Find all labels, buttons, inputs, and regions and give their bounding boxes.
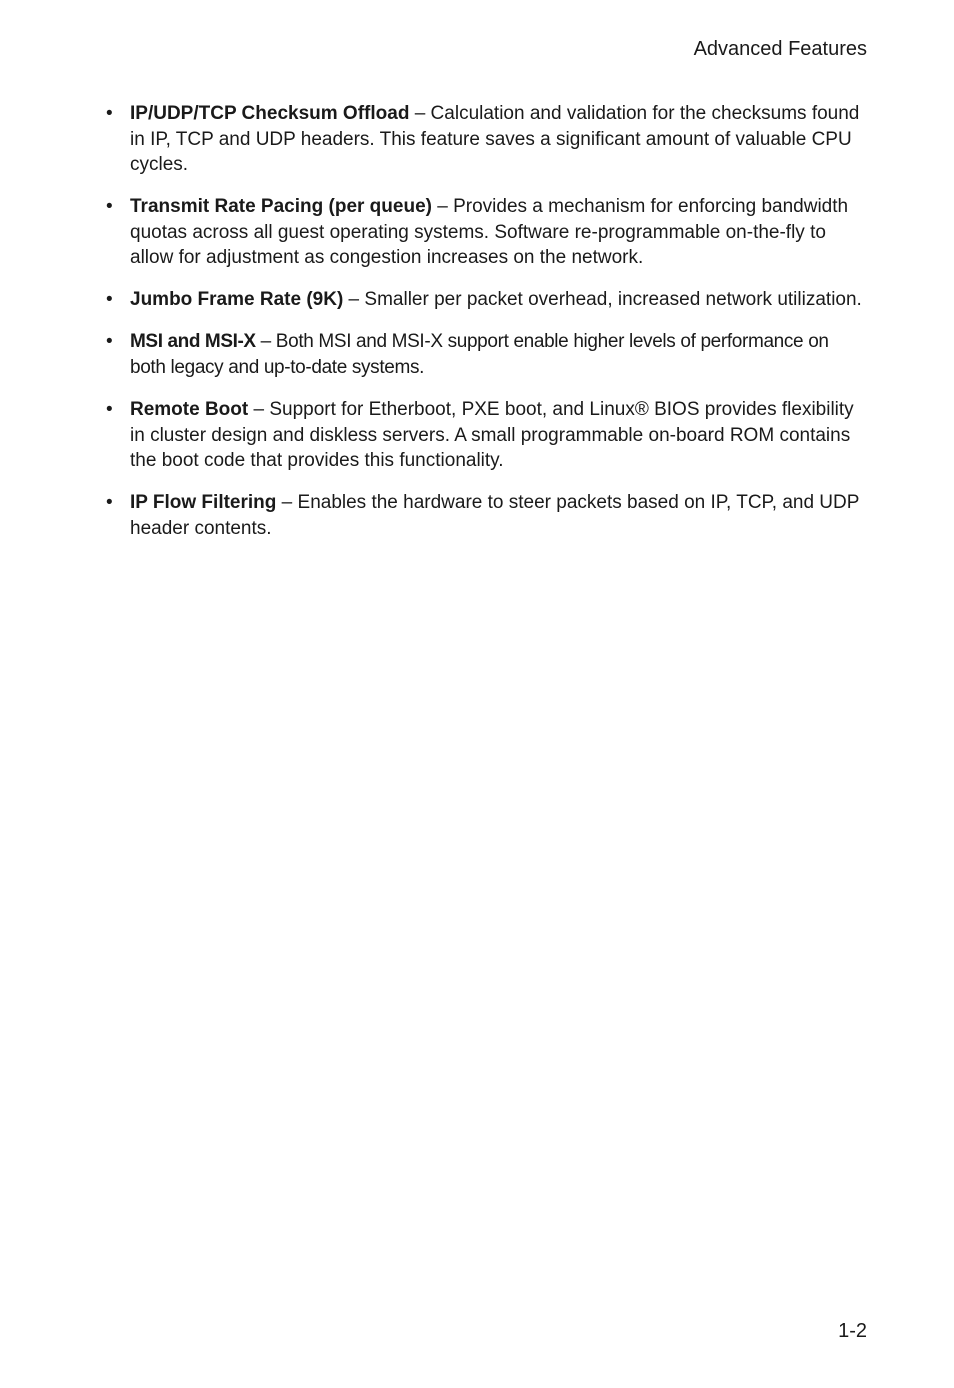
running-header: Advanced Features <box>693 38 867 60</box>
bullet-marker: • <box>106 398 113 420</box>
feature-term: IP Flow Filtering <box>130 492 277 514</box>
feature-item-ip-flow-filtering <box>106 490 868 541</box>
feature-description: – Both MSI and MSI-X support enable higher levels of performance on both legacy and up-to-date systems. <box>130 331 829 378</box>
page-number: 1-2 <box>838 1320 867 1342</box>
feature-term: Jumbo Frame Rate (9K) <box>130 289 344 311</box>
feature-term: MSI and MSI-X <box>130 331 256 353</box>
feature-description: – Smaller per packet overhead, increased network utilization. <box>343 289 862 311</box>
feature-description: – Provides a mechanism for enforcing bandwidth quotas across all guest operating systems. Software re-programmable on-the-fly to allow for adjustment as congestion increases on the network. <box>130 196 849 269</box>
bullet-marker: • <box>106 103 113 124</box>
feature-description: – Calculation and validation for the checksums found in IP, TCP and UDP headers. This feature saves a significant amount of valuable CPU cycles. <box>130 103 860 176</box>
feature-term: Transmit Rate Pacing (per queue) <box>130 196 432 218</box>
feature-description: – Enables the hardware to steer packets based on IP, TCP, and UDP header contents. <box>130 492 860 539</box>
feature-item-checksum-offload <box>106 101 868 178</box>
feature-item-transmit-rate-pacing <box>106 194 868 271</box>
feature-term: Remote Boot <box>130 398 249 420</box>
feature-term: IP/UDP/TCP Checksum Offload <box>130 103 410 124</box>
feature-description: – Support for Etherboot, PXE boot, and Linux® BIOS provides flexibility in cluster design and diskless servers. A small programmable on-board ROM contains the boot code that provides this functionality. <box>130 398 854 472</box>
feature-item-jumbo-frame <box>106 287 868 313</box>
bullet-marker: • <box>106 196 113 218</box>
bullet-marker: • <box>106 289 113 311</box>
bullet-marker: • <box>106 331 113 353</box>
feature-list <box>106 101 868 558</box>
feature-item-msi <box>106 329 868 380</box>
feature-item-remote-boot <box>106 397 868 474</box>
bullet-marker: • <box>106 492 113 514</box>
